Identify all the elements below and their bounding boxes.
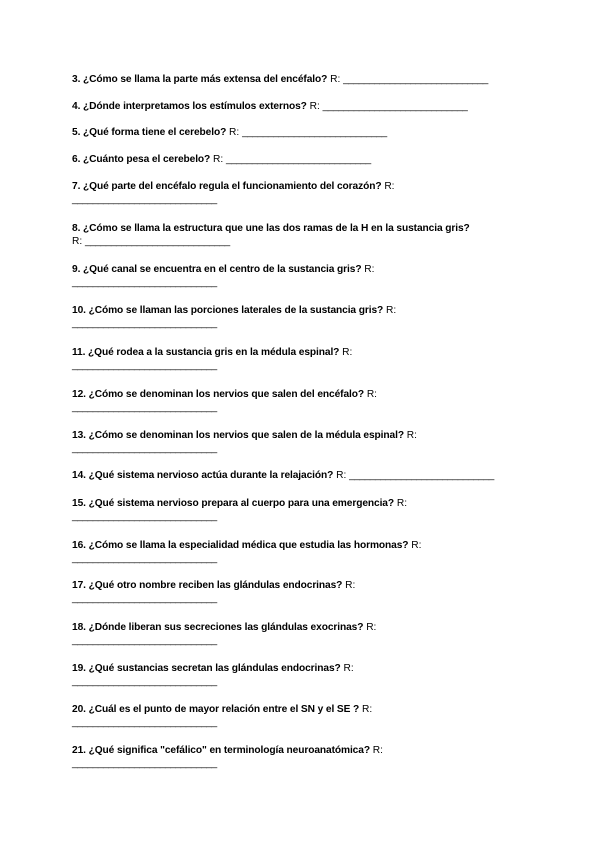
answer-blank[interactable]: ____________________________ xyxy=(72,277,217,288)
question-12 xyxy=(72,388,540,414)
answer-label: R: xyxy=(411,540,422,551)
question-8 xyxy=(72,222,540,248)
question-text: 14. ¿Qué sistema nervioso actúa durante la relajación? xyxy=(72,470,334,481)
question-11 xyxy=(72,346,540,372)
answer-blank[interactable]: ____________________________ xyxy=(72,676,217,687)
answer-label: R: xyxy=(384,181,395,192)
question-15 xyxy=(72,497,540,523)
question-17 xyxy=(72,579,540,605)
question-text: 9. ¿Qué canal se encuentra en el centro de la sustancia gris? xyxy=(72,264,362,275)
question-text: 10. ¿Cómo se llaman las porciones laterales de la sustancia gris? xyxy=(72,305,384,316)
answer-blank[interactable]: ____________________________ xyxy=(72,402,217,413)
answer-blank[interactable]: ____________________________ xyxy=(72,593,217,604)
question-16 xyxy=(72,539,540,565)
question-text: 21. ¿Qué significa "cefálico" en terminología neuroanatómica? xyxy=(72,745,370,756)
answer-label: R: xyxy=(336,470,347,481)
question-text: 19. ¿Qué sustancias secretan las glándulas endocrinas? xyxy=(72,663,341,674)
question-text: 12. ¿Cómo se denominan los nervios que salen del encéfalo? xyxy=(72,389,364,400)
answer-label: R: xyxy=(213,154,224,165)
answer-label: R: xyxy=(364,264,375,275)
question-3 xyxy=(72,73,540,86)
answer-blank[interactable]: ____________________________ xyxy=(72,717,217,728)
question-10 xyxy=(72,304,540,330)
answer-blank[interactable]: ____________________________ xyxy=(343,74,488,85)
question-text: 17. ¿Qué otro nombre reciben las glándulas endocrinas? xyxy=(72,580,343,591)
answer-blank[interactable]: ____________________________ xyxy=(85,236,230,247)
question-text: 3. ¿Cómo se llama la parte más extensa del encéfalo? xyxy=(72,74,328,85)
question-text: 13. ¿Cómo se denominan los nervios que salen de la médula espinal? xyxy=(72,430,404,441)
answer-label: R: xyxy=(406,430,417,441)
answer-blank[interactable]: ____________________________ xyxy=(72,553,217,564)
answer-blank[interactable]: ____________________________ xyxy=(242,127,387,138)
answer-label: R: xyxy=(330,74,341,85)
answer-label: R: xyxy=(396,498,408,509)
question-7 xyxy=(72,180,540,206)
question-19 xyxy=(72,662,540,688)
question-text: 16. ¿Cómo se llama la especialidad médica que estudia las hormonas? xyxy=(72,540,409,551)
answer-blank[interactable]: ____________________________ xyxy=(72,443,217,454)
answer-label: R: xyxy=(343,663,354,674)
question-text: 4. ¿Dónde interpretamos los estímulos externos? xyxy=(72,101,307,112)
answer-blank[interactable]: ____________________________ xyxy=(322,101,468,112)
question-text: 7. ¿Qué parte del encéfalo regula el funcionamiento del corazón? xyxy=(72,181,382,192)
answer-blank[interactable]: ____________________________ xyxy=(349,470,494,481)
question-13 xyxy=(72,429,540,455)
answer-label: R: xyxy=(372,745,383,756)
answer-label: R: xyxy=(72,236,83,247)
answer-label: R: xyxy=(385,305,397,316)
answer-blank[interactable]: ____________________________ xyxy=(72,360,217,371)
answer-blank[interactable]: ____________________________ xyxy=(72,318,217,329)
question-5 xyxy=(72,126,540,139)
question-14 xyxy=(72,469,540,482)
question-text: 5. ¿Qué forma tiene el cerebelo? xyxy=(72,127,227,138)
answer-label: R: xyxy=(342,347,353,358)
answer-label: R: xyxy=(229,127,240,138)
answer-blank[interactable]: ____________________________ xyxy=(72,194,217,205)
answer-blank[interactable]: ____________________________ xyxy=(72,635,217,646)
question-text: 18. ¿Dónde liberan sus secreciones las glándulas exocrinas? xyxy=(72,622,364,633)
question-text: 8. ¿Cómo se llama la estructura que une las dos ramas de la H en la sustancia gris? xyxy=(72,223,470,234)
question-21 xyxy=(72,744,540,770)
answer-label: R: xyxy=(362,704,373,715)
question-text: 11. ¿Qué rodea a la sustancia gris en la médula espinal? xyxy=(72,347,340,358)
question-18 xyxy=(72,621,540,647)
answer-label: R: xyxy=(366,389,378,400)
answer-label: R: xyxy=(345,580,356,591)
question-text: 20. ¿Cuál es el punto de mayor relación entre el SN y el SE ? xyxy=(72,704,360,715)
question-4 xyxy=(72,100,540,113)
answer-blank[interactable]: ____________________________ xyxy=(226,154,371,165)
question-20 xyxy=(72,703,540,729)
question-6 xyxy=(72,153,540,166)
question-text: 15. ¿Qué sistema nervioso prepara al cuerpo para una emergencia? xyxy=(72,498,394,509)
answer-blank[interactable]: ____________________________ xyxy=(72,758,217,769)
answer-blank[interactable]: ____________________________ xyxy=(72,511,217,522)
answer-label: R: xyxy=(309,101,320,112)
answer-label: R: xyxy=(366,622,377,633)
question-text: 6. ¿Cuánto pesa el cerebelo? xyxy=(72,154,211,165)
question-9 xyxy=(72,263,540,289)
